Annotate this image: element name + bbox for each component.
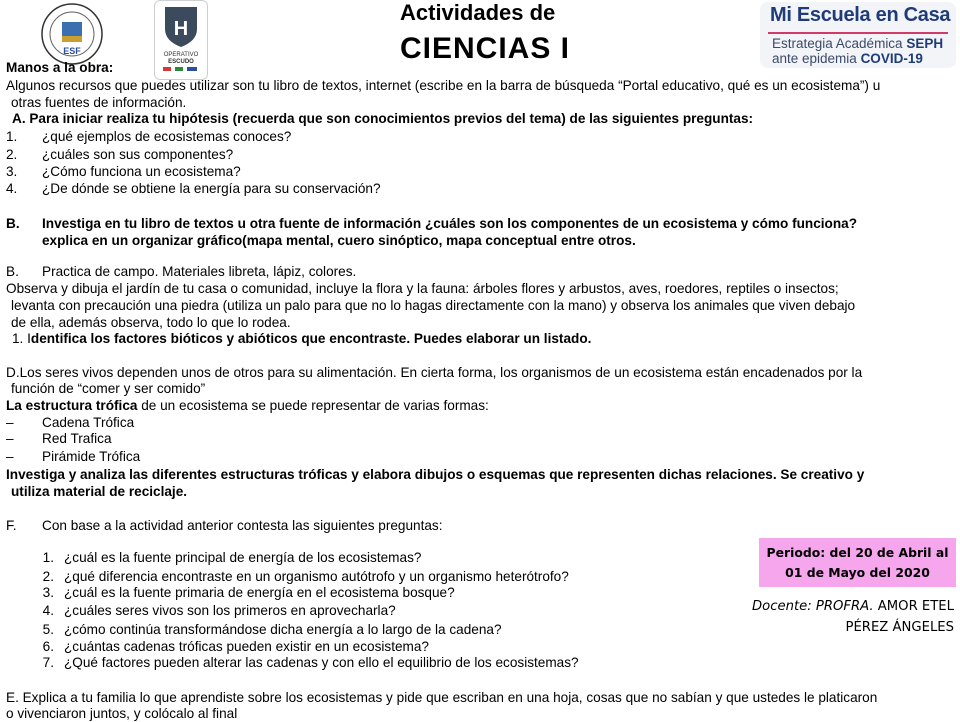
question-item: 6. ¿cuántas cadenas tróficas pueden existir en un ecosistema? <box>42 639 429 654</box>
school-logo-text: ESF <box>63 46 81 56</box>
list-item: 2. ¿cuáles son sus componentes? <box>6 147 234 162</box>
intro-heading: Manos a la obra: <box>6 60 114 75</box>
section-d-task-line1: Investiga y analiza las diferentes estructuras tróficas y elabora dibujos o esquemas que representen dichas relaciones. Se creativo y <box>6 467 865 482</box>
section-b-field-line3: levanta con precaución una piedra (utiliza un palo para que no lo hagas directamente con la mano) y observa los animales que viven debajo <box>11 298 856 313</box>
section-d-line1: D.Los seres vivos dependen unos de otros para su alimentación. En cierta forma, los organismos de un ecosistema están encadenados por la <box>6 365 863 380</box>
campaign-line1: Estrategia Académica SEPH <box>772 36 944 51</box>
operativo-letter: H <box>173 18 189 40</box>
operativo-label1: OPERATIVO <box>163 52 199 58</box>
operativo-label2: ESCUDO <box>168 59 194 65</box>
question-item: 3. ¿cuál es la fuente primaria de energía en el ecosistema bosque? <box>42 585 455 600</box>
teacher-line2: PÉREZ ÁNGELES <box>845 620 954 635</box>
section-b-field-line4: de ella, además observa, todo lo que lo rodea. <box>11 315 291 330</box>
section-b-field-line2: Observa y dibuja el jardín de tu casa o comunidad, incluye la flora y la fauna: árboles flores y arbustos, aves, roedores, reptiles o insectos; <box>6 281 839 296</box>
campaign-divider <box>768 32 948 34</box>
teacher-line1: Docente: PROFRA. AMOR ETEL <box>752 599 954 614</box>
school-logo <box>40 2 104 66</box>
section-b-field-line1: B. Practica de campo. Materiales libreta, lápiz, colores. <box>6 264 357 279</box>
page-title-line2: CIENCIAS I <box>400 32 571 65</box>
list-item: 1. ¿qué ejemplos de ecosistemas conoces? <box>6 129 292 144</box>
section-e-line2: o vivenciaron juntos, y colócalo al final <box>6 706 238 721</box>
section-b-field-task: 1. Identifica los factores bióticos y abióticos que encontraste. Puedes elaborar un listado. <box>12 331 592 346</box>
period-box <box>759 538 956 587</box>
page-title-line1: Actividades de <box>400 0 556 25</box>
campaign-title: Mi Escuela en Casa <box>770 4 951 26</box>
section-b-investigate-line1: B. Investiga en tu libro de textos u otra fuente de información ¿cuáles son los componentes de un ecosistema y cómo funciona? <box>6 216 858 231</box>
operativo-escudo-logo <box>154 0 208 80</box>
question-item: 2. ¿qué diferencia encontraste en un organismo autótrofo y un organismo heterótrofo? <box>42 569 569 584</box>
period-line2: 01 de Mayo del 2020 <box>785 565 930 580</box>
campaign-logo <box>760 2 956 68</box>
list-item: – Pirámide Trófica <box>6 449 141 464</box>
campaign-line2: ante epidemia COVID-19 <box>772 51 923 66</box>
section-e-line1: E. Explica a tu familia lo que aprendiste sobre los ecosistemas y pide que escriban en una hoja, cosas que no sabían y que ustedes le platicaron <box>6 690 878 705</box>
question-item: 5. ¿cómo continúa transformándose dicha energía a lo largo de la cadena? <box>42 622 502 637</box>
section-a-heading: A. Para iniciar realiza tu hipótesis (recuerda que son conocimientos previos del tema) de las siguientes preguntas: <box>12 111 754 126</box>
intro-line1: Algunos recursos que puedes utilizar son tu libro de textos, internet (escribe en la barra de búsqueda “Portal educativo, qué es un ecosistema”) u <box>6 78 881 93</box>
list-item: 4. ¿De dónde se obtiene la energía para su conservación? <box>6 181 381 196</box>
list-item: – Cadena Trófica <box>6 415 135 430</box>
period-line1: Periodo: del 20 de Abril al <box>766 545 949 560</box>
question-item: 1. ¿cuál es la fuente principal de energía de los ecosistemas? <box>42 550 422 565</box>
section-d-task-line2: utiliza material de reciclaje. <box>11 484 188 499</box>
list-item: – Red Trafica <box>6 431 112 446</box>
question-item: 4. ¿cuáles seres vivos son los primeros en aprovecharla? <box>42 603 396 618</box>
section-b-investigate-line2: explica en un organizar gráfico(mapa mental, cuero sinóptico, mapa conceptual entre otros. <box>42 233 636 248</box>
question-item: 7. ¿Qué factores pueden alterar las cadenas y con ello el equilibrio de los ecosistemas? <box>42 655 579 670</box>
section-f-intro: F. Con base a la actividad anterior contesta las siguientes preguntas: <box>6 518 443 533</box>
teacher-info <box>752 596 954 638</box>
list-item: 3. ¿Cómo funciona un ecosistema? <box>6 164 241 179</box>
trophic-structure-line: La estructura trófica de un ecosistema se puede representar de varias formas: <box>6 398 489 413</box>
section-d-line2: función de “comer y ser comido” <box>11 381 206 396</box>
intro-line2: otras fuentes de información. <box>11 95 187 110</box>
